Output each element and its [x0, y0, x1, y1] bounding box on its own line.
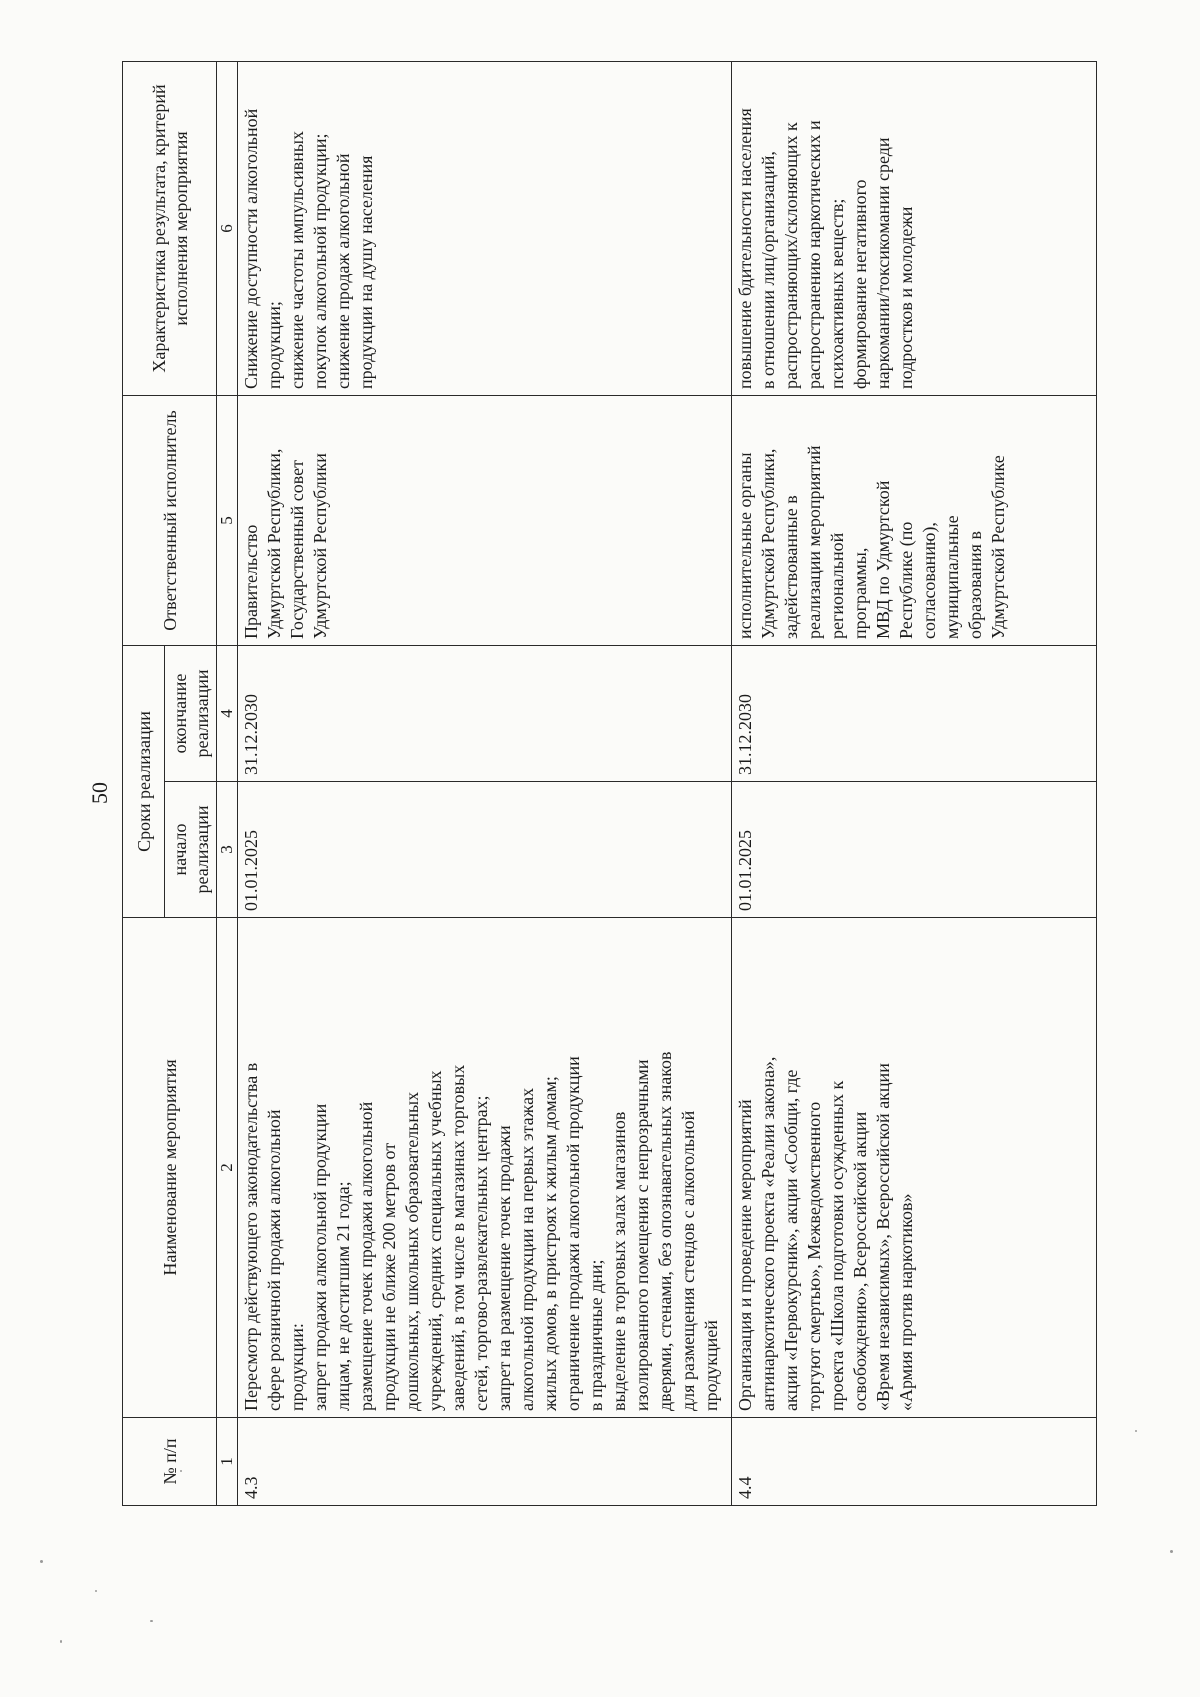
executor: исполнительные органы Удмуртской Республики, задействованные в реализации мероприятий региональной программы, МВД по Удмуртской Республике (по согласованию), муниципальные образования в Удмуртской Республике: [732, 395, 1097, 645]
table-row: [732, 61, 1097, 1505]
end-date: 31.12.2030: [238, 645, 732, 781]
end-date: 31.12.2030: [732, 645, 1097, 781]
column-number: 5: [217, 395, 238, 645]
header-dates: Сроки реализации: [123, 645, 165, 917]
scan-speck: [150, 1620, 153, 1622]
column-number: 4: [217, 645, 238, 781]
column-number: 3: [217, 782, 238, 918]
start-date: 01.01.2025: [732, 782, 1097, 918]
scan-speck: [95, 1590, 97, 1592]
scan-speck: [60, 1640, 62, 1643]
measure-name: Организация и проведение мероприятий антинаркотического проекта «Реалии закона», акции «Первокурсник», акции «Сообщи, где торгуют смертью», Межведомственного проекта «Школа подготовки осужденных к освобождению», Всероссийской акции «Время независимых», Всероссийской акции «Армия против наркотиков»: [732, 918, 1097, 1418]
row-number: 4.3: [238, 1418, 732, 1506]
result: повышение бдительности населения в отношении лиц/организаций, распространяющих/склоняющих к распространению наркотических и психоактивных веществ; формирование негативного наркомании/токсикомании среди подростков и молодежи: [732, 61, 1097, 395]
header-name: Наименование мероприятия: [123, 918, 217, 1418]
result: Снижение доступности алкогольной продукции; снижение частоты импульсивных покупок алкогольной продукции; снижение продаж алкогольной продукции на душу населения: [238, 61, 732, 395]
column-number: 1: [217, 1418, 238, 1506]
executor: Правительство Удмуртской Республики, Государственный совет Удмуртской Республики: [238, 395, 732, 645]
column-number: 6: [217, 61, 238, 395]
column-number: 2: [217, 918, 238, 1418]
header-executor: Ответственный исполнитель: [123, 395, 217, 645]
page-number: 50: [87, 782, 112, 804]
header-start: начало реализации: [165, 782, 217, 918]
scan-speck: [40, 1560, 43, 1563]
start-date: 01.01.2025: [238, 782, 732, 918]
header-result: Характеристика результата, критерий исполнения мероприятия: [123, 61, 217, 395]
table-row: [238, 61, 732, 1505]
rotated-table-frame: [122, 62, 1097, 1506]
row-number: 4.4: [732, 1418, 1097, 1506]
header-end: окончание реализации: [165, 645, 217, 781]
measures-table: [122, 61, 1097, 1506]
scan-speck: [1135, 1430, 1137, 1432]
header-num: № п/п: [123, 1418, 217, 1506]
measure-name: Пересмотр действующего законодательства в сфере розничной продажи алкогольной продукции: запрет продажи алкогольной продукции лицам, не достигшим 21 года; размещение точек продажи алкогольной продукции не ближе 200 метров от дошкольных, школьных образовательных учреждений, средних специальных учебных заведений, в том числе в магазинах торговых сетей, торгово-развлекательных центрах; запрет на размещение точек продажи алкогольной продукции на первых этажах жилых домов, в пристроях к жилым домам; ограничение продажи алкогольной продукции в праздничные дни; выделение в торговых залах магазинов изолированного помещения с непрозрачными дверями, стенами, без опознавательных знаков для размещения стендов с алкогольной продукцией: [238, 918, 732, 1418]
scan-speck: [1170, 1550, 1173, 1553]
scan-speck: [180, 1470, 182, 1472]
